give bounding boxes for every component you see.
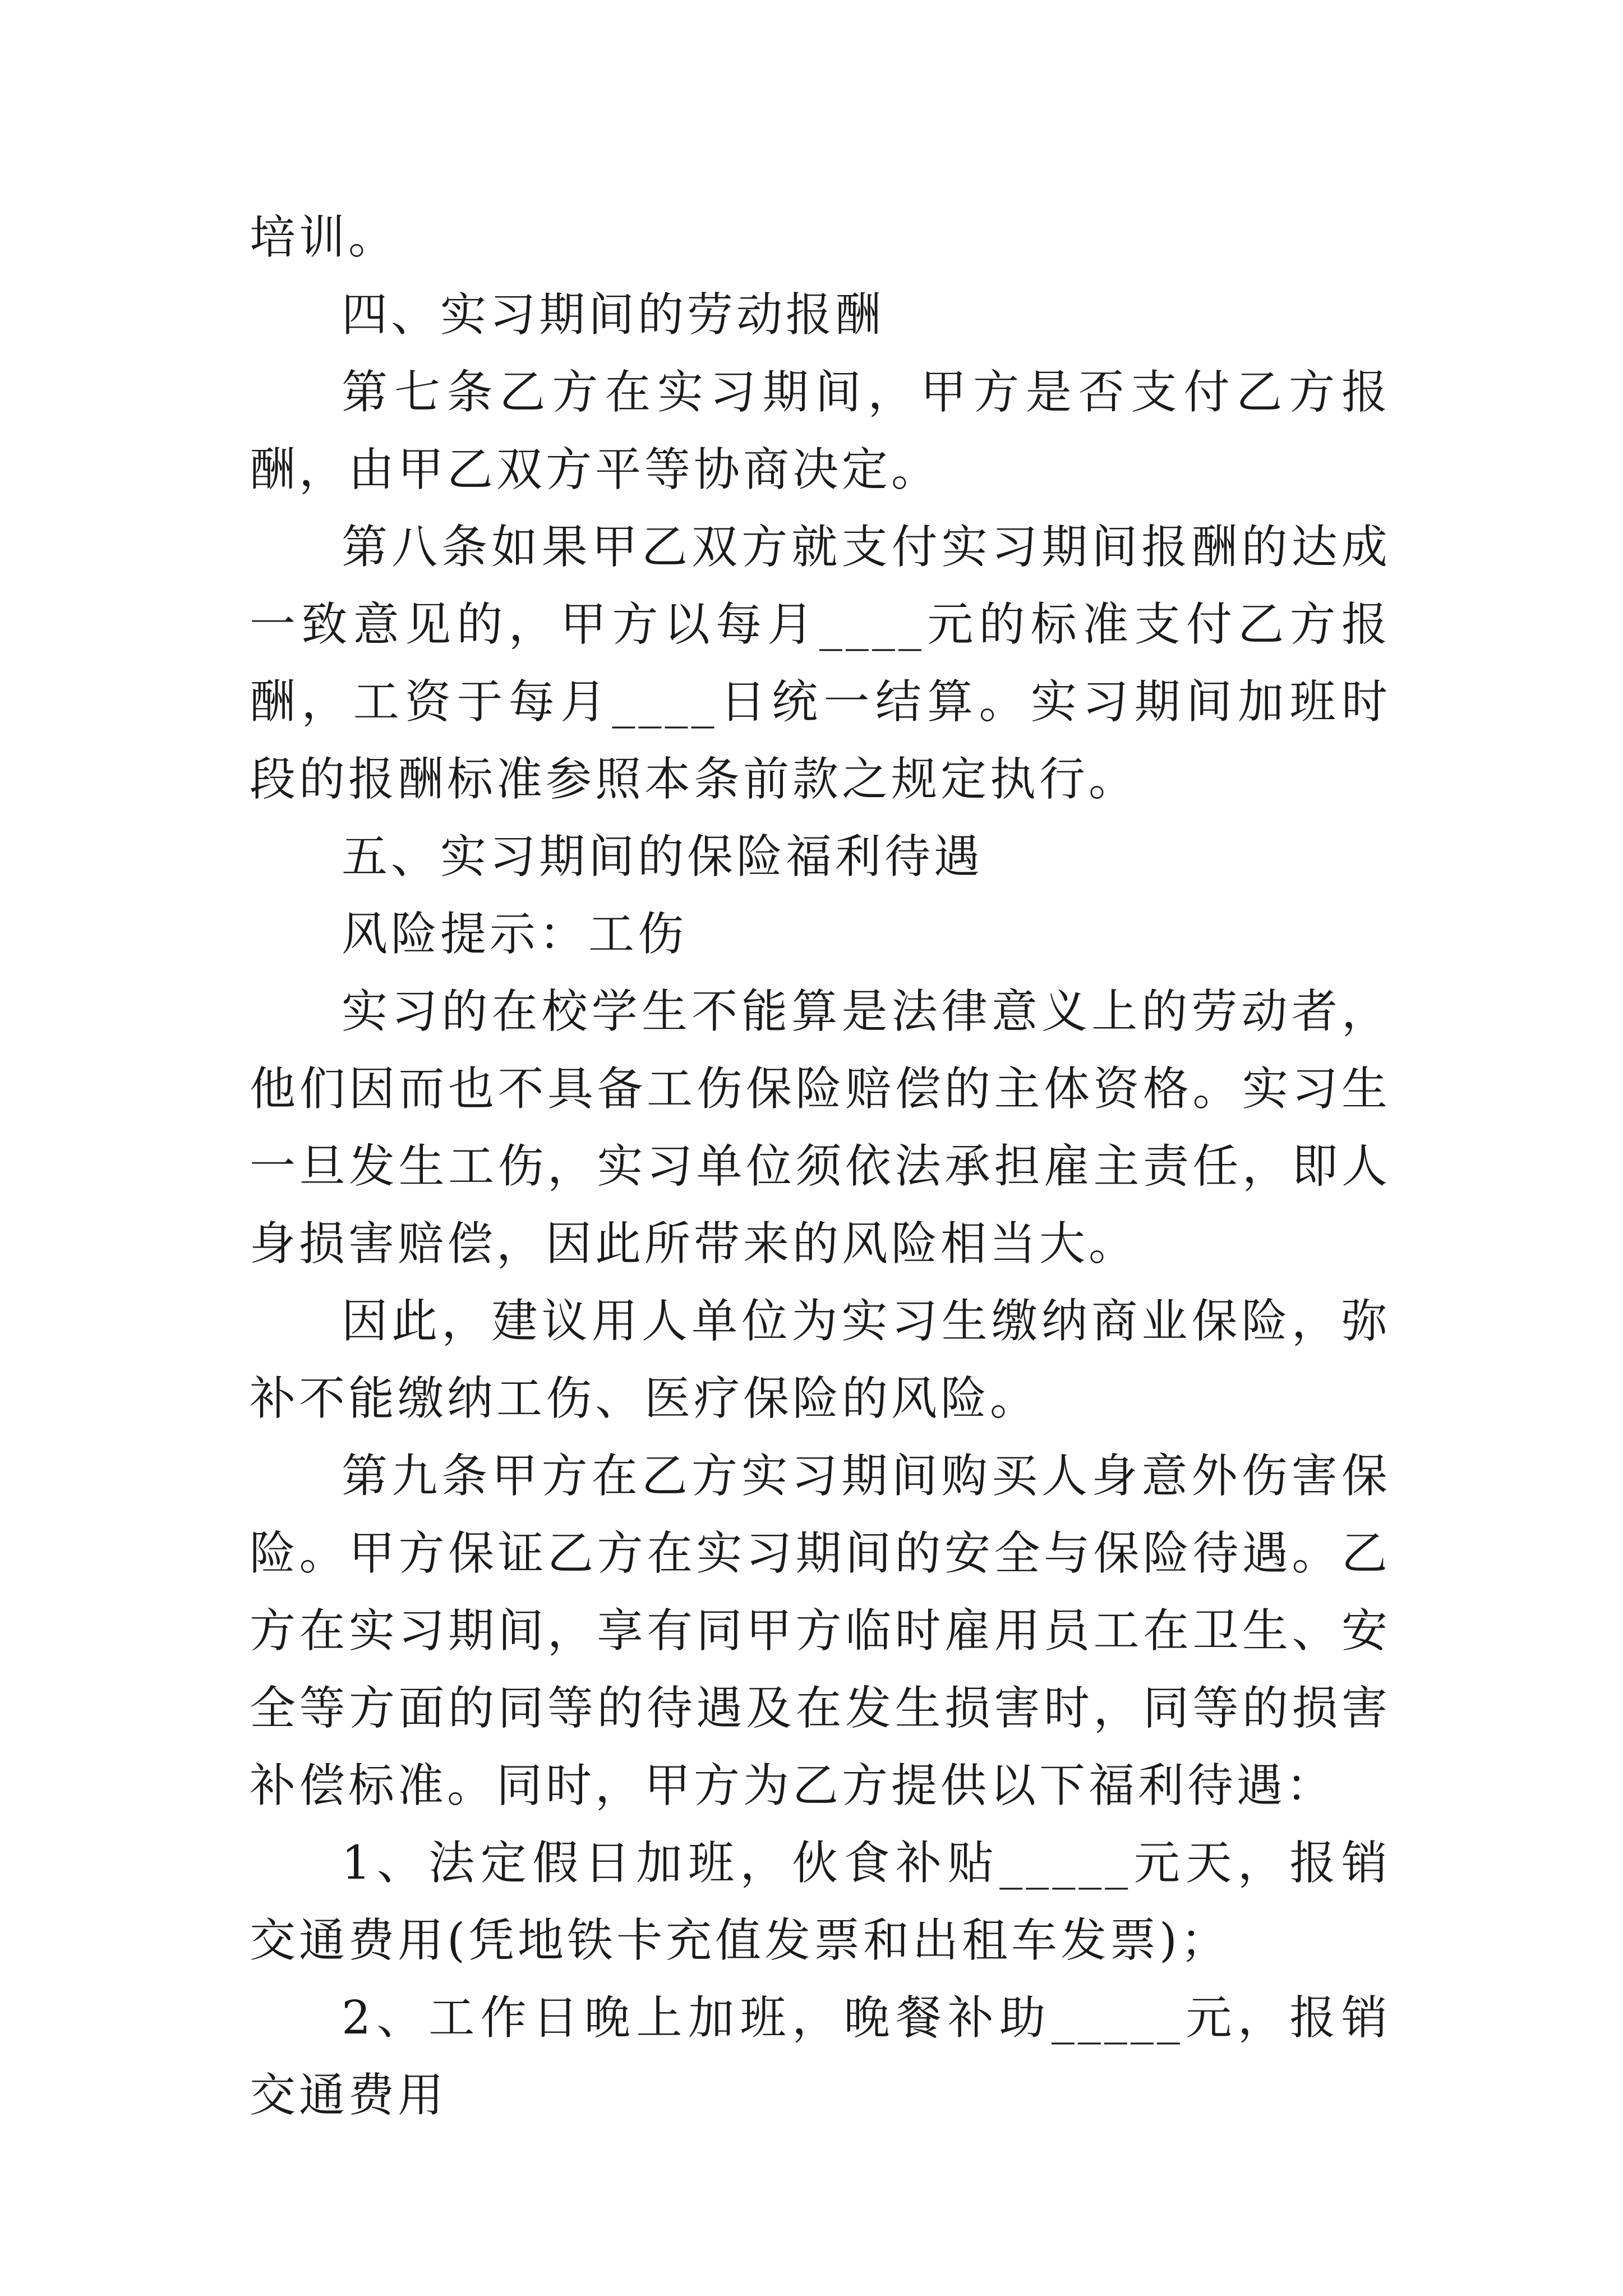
paragraph-1: 培训。 — [250, 211, 398, 264]
risk-notice: 风险提示：工伤 — [342, 908, 688, 961]
article-9: 第九条甲方在乙方实习期间购买人身意外伤害保险。甲方保证乙方在实习期间的安全与保险待遇。乙方在实习期间，享有同甲方临时雇用员工在卫生、安全等方面的同等的待遇及在发生损害时，同等的损害补偿标准。同时，甲方为乙方提供以下福利待遇： — [250, 1450, 1391, 1812]
risk-explanation: 实习的在校学生不能算是法律意义上的劳动者，他们因而也不具备工伤保险赔偿的主体资格。实习生一旦发生工伤，实习单位须依法承担雇主责任，即人身损害赔偿，因此所带来的风险相当大。 — [250, 985, 1391, 1271]
benefit-item-1: 1、法定假日加班，伙食补贴_____元天，报销交通费用(凭地铁卡充值发票和出租车发票)； — [250, 1837, 1391, 1967]
article-8: 第八条如果甲乙双方就支付实习期间报酬的达成一致意见的，甲方以每月____元的标准支付乙方报酬，工资于每月____日统一结算。实习期间加班时段的报酬标准参照本条前款之规定执行。 — [250, 521, 1391, 806]
section-heading-4: 四、实习期间的劳动报酬 — [342, 288, 885, 342]
article-7: 第七条乙方在实习期间，甲方是否支付乙方报酬，由甲乙双方平等协商决定。 — [250, 366, 1391, 496]
insurance-suggestion: 因此，建议用人单位为实习生缴纳商业保险，弥补不能缴纳工伤、医疗保险的风险。 — [250, 1295, 1391, 1425]
section-heading-5: 五、实习期间的保险福利待遇 — [342, 830, 984, 884]
document-body — [250, 199, 1391, 2134]
benefit-item-2: 2、工作日晚上加班，晚餐补助_____元，报销交通费用 — [250, 1991, 1391, 2122]
